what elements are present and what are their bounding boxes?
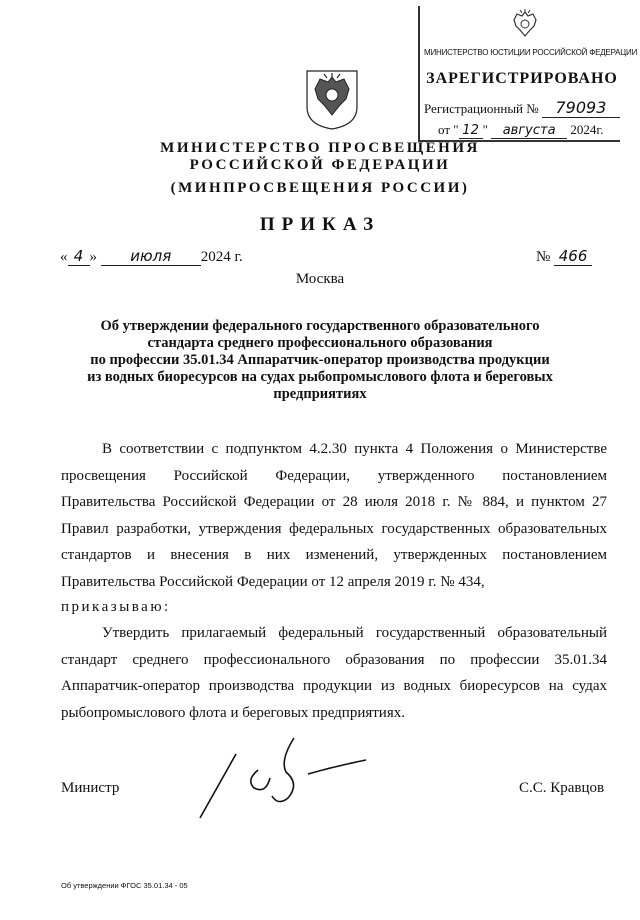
order-heading-line: Об утверждении федерального государственного образовательного	[100, 318, 540, 334]
order-heading-line: по профессии 35.01.34 Аппаратчик-оператор производства продукции	[90, 352, 550, 368]
document-footer: Об утверждении ФГОС 35.01.34 - 05	[61, 881, 188, 890]
stamp-date-prefix: от	[438, 122, 451, 137]
stamp-date-month: августа	[491, 123, 567, 139]
stamp-title: ЗАРЕГИСТРИРОВАНО	[426, 70, 618, 87]
stamp-date-line: от " 12 " августа 2024г.	[438, 122, 604, 138]
resolution-paragraph: Утвердить прилагаемый федеральный государственный образовательный стандарт среднего профессионального образования по профессии 35.01.34 Аппаратчик-оператор производства продукции из водных биоресурсов на судах рыбопромыслового флота и береговых предприятиях.	[61, 625, 607, 721]
stamp-registration-line	[424, 98, 620, 118]
stamp-reg-number: 79093	[542, 98, 620, 118]
order-heading	[80, 318, 560, 403]
registration-stamp	[418, 6, 638, 142]
order-heading-line: предприятиях	[273, 386, 367, 402]
order-title: ПРИКАЗ	[259, 214, 381, 235]
stamp-reg-label: Регистрационный №	[424, 101, 539, 116]
stamp-date-year: 2024	[570, 122, 597, 137]
order-number-line	[536, 247, 592, 266]
ministry-name-line2: РОССИЙСКОЙ ФЕДЕРАЦИИ	[189, 157, 451, 173]
signer-role: Министр	[61, 780, 120, 796]
order-word	[61, 594, 607, 621]
handwritten-signature	[196, 736, 372, 822]
date-quote-close: »	[89, 249, 97, 265]
order-month: июля	[101, 247, 201, 266]
order-date	[60, 247, 243, 266]
order-word-text: приказываю:	[61, 599, 171, 615]
coat-of-arms-icon	[508, 8, 542, 42]
order-year: 2024 г.	[200, 249, 243, 265]
signer-name: С.С. Кравцов	[519, 780, 605, 796]
stamp-ministry: МИНИСТЕРСТВО ЮСТИЦИИ РОССИЙСКОЙ ФЕДЕРАЦИИ	[424, 48, 638, 57]
order-heading-line: из водных биоресурсов на судах рыбопромыслового флота и береговых	[87, 369, 553, 385]
order-heading-line: стандарта среднего профессионального образования	[147, 335, 493, 351]
ministry-short-name: (МИНПРОСВЕЩЕНИЯ РОССИИ)	[170, 180, 470, 196]
date-quote-open: «	[60, 249, 68, 265]
order-number-label: №	[536, 249, 551, 265]
preamble-paragraph: В соответствии с подпунктом 4.2.30 пункта 4 Положения о Министерстве просвещения Российской Федерации, утвержденного постановлением Правительства Российской Федерации от 28 июля 2018 г. № 884, и пунктом 27 Правил разработки, утверждения федеральных государственных образовательных стандартов и внесения в них изменений, утвержденных постановлением Правительства Российской Федерации от 12 апреля 2019 г. № 434,	[61, 441, 607, 590]
stamp-date-day: 12	[459, 123, 483, 139]
order-city: Москва	[295, 271, 345, 287]
coat-of-arms-icon	[303, 67, 361, 131]
ministry-name-line1: МИНИСТЕРСТВО ПРОСВЕЩЕНИЯ	[160, 140, 480, 156]
stamp-date-suffix: г.	[596, 122, 604, 137]
order-number: 466	[554, 247, 592, 266]
order-day: 4	[68, 247, 90, 266]
